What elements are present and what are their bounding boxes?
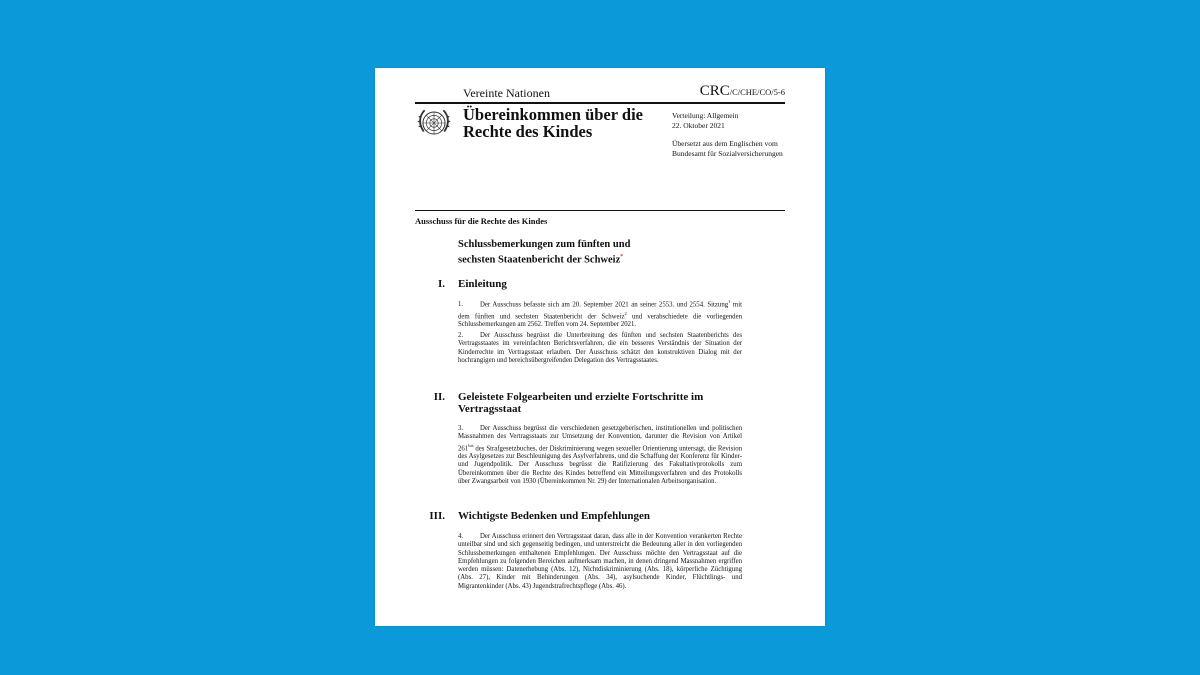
section-number: II.	[433, 391, 445, 403]
section-title: Geleistete Folgearbeiten und erzielte Fortschritte im Vertragsstaat	[458, 391, 704, 415]
paragraph-text: des Strafgesetzbuches, der Diskriminierung wegen sexueller Orientierung untersagt, die Revision des Asylgesetzes zur Beschleunigung des Asylverfahrens, und die Schaffung der Konferenz für Kinder- und Jugendpolitik. Der Ausschuss begrüsst die Ratifizierung des Fakultativprotokolls zum Übereinkommen über die Rechte des Kindes betreffend ein Mitteilungsverfahren und des Protokolls über Zwangsarbeit von 1930 (Übereinkommen Nr. 29) der Internationalen Arbeitsorganisation.	[458, 444, 742, 486]
paragraph-text: und verabschiedete die vorliegenden Schlussbemerkungen am 2562. Treffen vom 24. September 2021.	[458, 312, 742, 329]
paragraph-number: 1.	[458, 301, 464, 309]
distribution-info	[672, 111, 802, 130]
paragraph-number: 3.	[458, 425, 464, 432]
committee-name: Ausschuss für die Rechte des Kindes	[415, 216, 548, 226]
paragraph	[458, 533, 742, 591]
document-date: 22. Oktober 2021	[672, 120, 725, 130]
paragraph	[458, 332, 742, 365]
document-symbol	[700, 83, 785, 100]
footnote-marker[interactable]: *	[620, 254, 624, 260]
article-suffix: bis	[468, 442, 474, 448]
symbol-sub: /C/CHE/CO/5-6	[729, 87, 785, 97]
conclusions-title-text: Schlussbemerkungen zum fünften und sechsten Staatenbericht der Schweiz	[458, 239, 631, 266]
conclusions-title	[458, 239, 658, 267]
paragraph-text: Der Ausschuss erinnert den Vertragsstaat daran, dass alle in der Konvention verankerten Rechte unteilbar sind und sich gegenseitig bedingen, und unterstreicht die Bedeutung aller in den vorliegenden Schlussbemerkungen enthaltenen Empfehlungen. Der Ausschuss möchte den Vertragsstaat auf die Empfehlungen zu folgenden Bereichen aufmerksam machen, in denen dringend Massnahmen ergriffen werden müssen: Datenerhebung (Abs. 12), Nichtdiskriminierung (Abs. 18), körperliche Züchtigung (Abs. 27), Kinder mit Behinderungen (Abs. 34), asylsuchende Kinder, Flüchtlings- und Migrantenkinder (Abs. 43) Jugendstrafrechtspflege (Abs. 46).	[458, 533, 742, 590]
symbol-main: CRC	[699, 83, 730, 99]
paragraph	[458, 425, 742, 486]
translation-note: Übersetzt aus dem Englischen vom Bundesamt für Sozialversicherungen	[672, 139, 783, 158]
section-number: I.	[437, 278, 445, 290]
distribution-label: Verteilung: Allgemein	[672, 111, 739, 120]
treaty-title: Übereinkommen über die Rechte des Kindes	[463, 105, 643, 141]
document-page	[375, 68, 825, 626]
paragraph-text: Der Ausschuss begrüsst die Unterbreitung des fünften und sechsten Staatenberichts des Vertragsstaates im vereinfachten Berichtsverfahren, die ein besseres Verständnis der Situation der Kinderrechte im Vertragsstaat erlauben. Der Ausschuss schätzt den konstruktiven Dialog mit der hochrangigen und bereichsübergreifenden Delegation des Vertragsstaates.	[458, 332, 742, 364]
committee-rule	[415, 210, 785, 211]
footnote-ref[interactable]: 1	[728, 299, 731, 304]
paragraph-number: 4.	[458, 533, 464, 540]
paragraph	[458, 298, 742, 329]
section-title: Wichtigste Bedenken und Empfehlungen	[458, 510, 651, 522]
footnote-ref[interactable]: 2	[624, 310, 627, 316]
section-number: III.	[429, 510, 445, 522]
paragraph-text: mit dem fünften und sechsten Staatenbericht der Schweiz	[458, 301, 742, 320]
header-rule	[415, 102, 785, 104]
organization-name: Vereinte Nationen	[463, 86, 550, 100]
paragraph-text: Der Ausschuss befasste sich am 20. September 2021 an seiner 2553. und 2554. Sitzung	[480, 301, 729, 309]
paragraph-text: Der Ausschuss begrüsst die verschiedenen gesetzgeberischen, institutionellen und politischen Massnahmen des Vertragsstaats zur Umsetzung der Konvention, darunter die Revision von Artikel 261	[458, 425, 742, 452]
section-title: Einleitung	[458, 278, 507, 290]
un-emblem-icon	[417, 106, 451, 140]
paragraph-number: 2.	[458, 332, 464, 339]
